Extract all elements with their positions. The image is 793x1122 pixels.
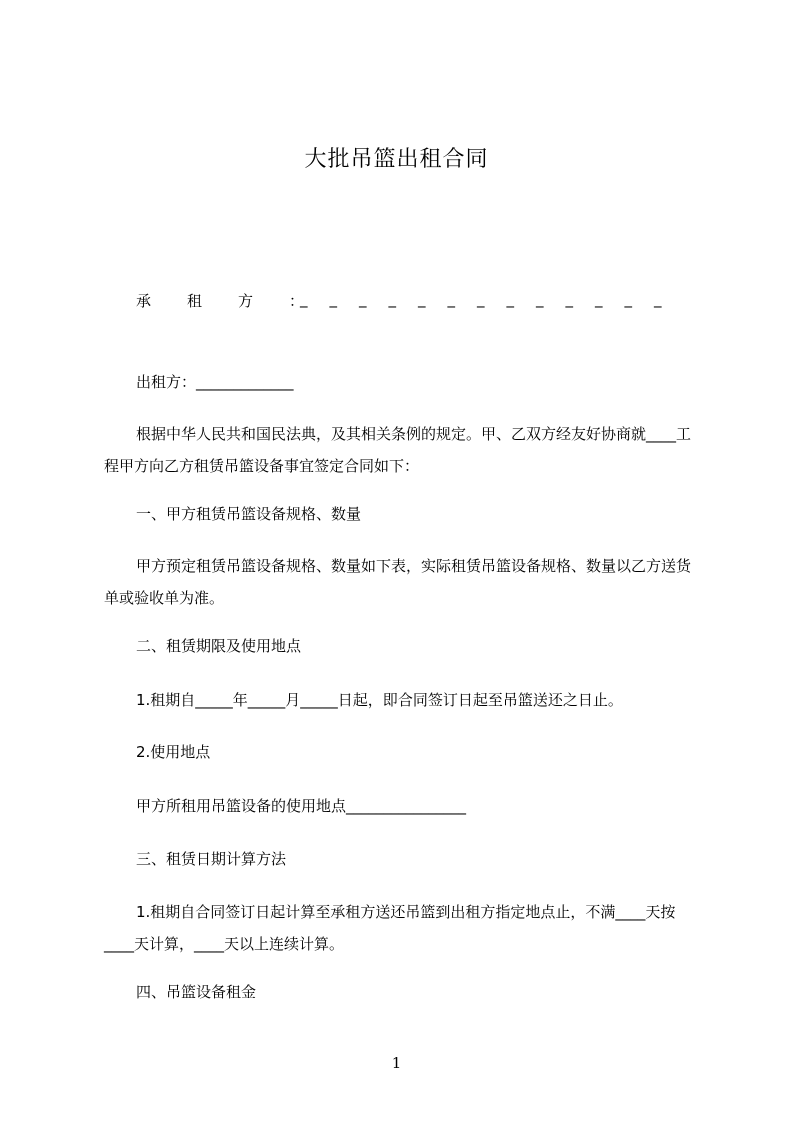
section2-item1: 1.租期自_____年_____月_____日起，即合同签订日起至吊篮送还之日止。 <box>136 691 623 709</box>
page-number: 1 <box>391 1054 402 1072</box>
lessor-line: 出租方：_____________ <box>136 373 294 391</box>
section2-location: 甲方所租用吊篮设备的使用地点________________ <box>136 797 467 815</box>
intro-paragraph: 根据中华人民共和国民法典，及其相关条例的规定。甲、乙双方经友好协商就____工程甲方向乙方租赁吊篮设备事宜签定合同如下： <box>104 425 692 475</box>
document-title: 大批吊篮出租合同 <box>304 147 489 172</box>
section1-body: 甲方预定租赁吊篮设备规格、数量如下表，实际租赁吊篮设备规格、数量以乙方送货单或验收单为准。 <box>104 557 692 607</box>
section2-heading: 二、租赁期限及使用地点 <box>136 637 302 655</box>
section2-item2: 2.使用地点 <box>136 743 211 761</box>
lessee-blank: _____________ <box>300 290 684 308</box>
lessee-line <box>136 290 702 314</box>
section1-heading: 一、甲方租赁吊篮设备规格、数量 <box>136 505 362 523</box>
lessee-label: 承租方： <box>136 292 341 310</box>
section4-heading: 四、吊篮设备租金 <box>136 983 257 1001</box>
section3-item1: 1.租期自合同签订日起计算至承租方送还吊篮到出租方指定地点止，不满____天按____天计算，____天以上连续计算。 <box>104 903 676 953</box>
section3-heading: 三、租赁日期计算方法 <box>136 850 287 868</box>
